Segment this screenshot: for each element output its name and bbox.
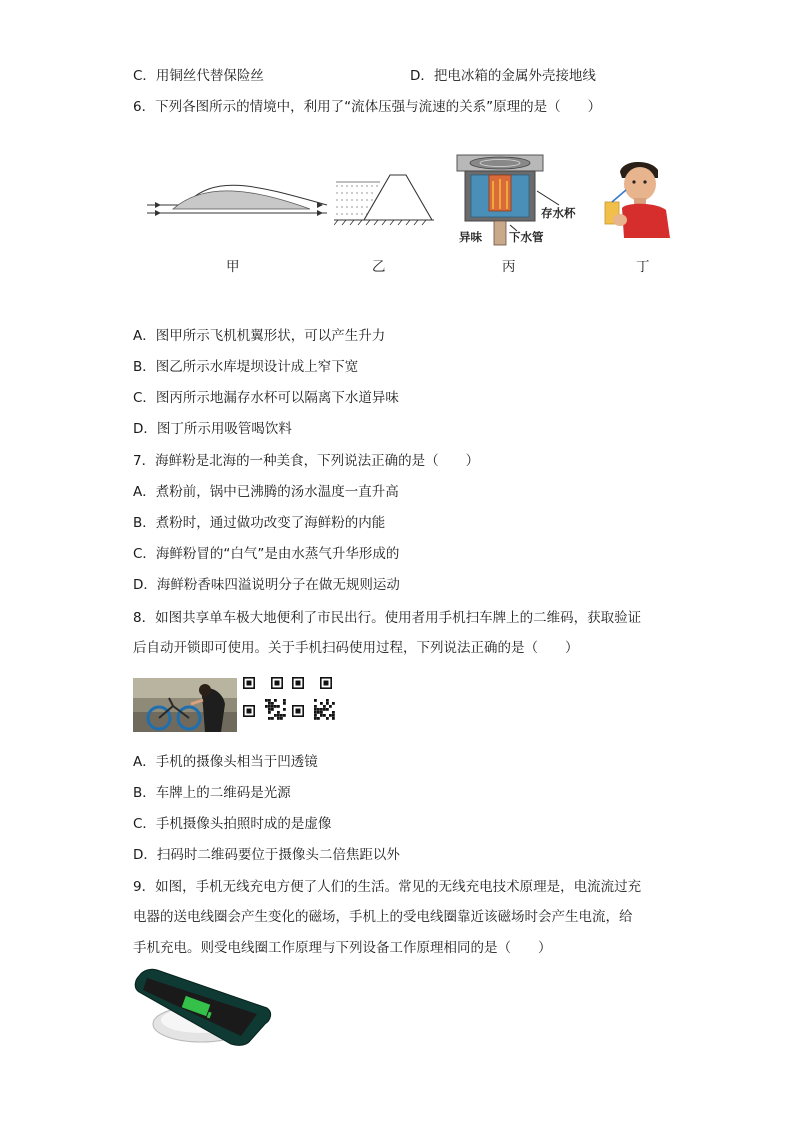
- drain-pipe-label: 下水管: [509, 230, 544, 244]
- floor-drain-figure: [455, 153, 590, 248]
- q6-option-a: A．图甲所示飞机机翼形状，可以产生升力: [133, 328, 386, 344]
- q9-stem-line-3: 手机充电。则受电线圈工作原理与下列设备工作原理相同的是（ ）: [133, 940, 552, 956]
- q8-option-a: A．手机的摄像头相当于凹透镜: [133, 754, 318, 770]
- shared-bike-photo: [133, 678, 237, 732]
- q7-option-c: C．海鲜粉冒的“白气”是由水蒸气升华形成的: [133, 546, 400, 562]
- caption-ding: 丁: [636, 259, 650, 275]
- drain-odor-label: 异味: [459, 230, 482, 244]
- wing-figure: [145, 175, 330, 225]
- straw-drinking-figure: [600, 158, 672, 240]
- q7-stem: 7．海鲜粉是北海的一种美食，下列说法正确的是（ ）: [133, 453, 480, 469]
- caption-jia: 甲: [226, 259, 240, 275]
- q8-option-c: C．手机摄像头拍照时成的是虚像: [133, 816, 332, 832]
- q7-option-b: B．煮粉时，通过做功改变了海鲜粉的内能: [133, 515, 386, 531]
- q7-option-d: D．海鲜粉香味四溢说明分子在做无规则运动: [133, 577, 400, 593]
- wireless-charger-image: [133, 966, 273, 1048]
- q5-option-c: C．用铜丝代替保险丝: [133, 68, 264, 84]
- q6-option-c: C．图丙所示地漏存水杯可以隔离下水道异味: [133, 390, 399, 406]
- dam-figure: [334, 170, 436, 226]
- q9-stem-line-2: 电器的送电线圈会产生变化的磁场，手机上的受电线圈靠近该磁场时会产生电流，给: [133, 909, 633, 925]
- q6-option-b: B．图乙所示水库堤坝设计成上窄下宽: [133, 359, 359, 375]
- q7-option-a: A．煮粉前，锅中已沸腾的汤水温度一直升高: [133, 484, 399, 500]
- q5-option-d: D．把电冰箱的金属外壳接地线: [410, 68, 596, 84]
- qr-code-image: [242, 676, 336, 734]
- caption-yi: 乙: [372, 259, 386, 275]
- q8-option-b: B．车牌上的二维码是光源: [133, 785, 291, 801]
- q6-option-d: D．图丁所示用吸管喝饮料: [133, 421, 292, 437]
- q8-option-d: D．扫码时二维码要位于摄像头二倍焦距以外: [133, 847, 400, 863]
- caption-bing: 丙: [502, 259, 516, 275]
- q8-stem-line-2: 后自动开锁即可使用。关于手机扫码使用过程，下列说法正确的是（ ）: [133, 640, 579, 656]
- drain-cup-label: 存水杯: [541, 206, 576, 220]
- q9-stem-line-1: 9．如图，手机无线充电方便了人们的生活。常见的无线充电技术原理是，电流流过充: [133, 879, 642, 895]
- q8-stem-line-1: 8．如图共享单车极大地便利了市民出行。使用者用手机扫车牌上的二维码，获取验证: [133, 610, 642, 626]
- q6-stem: 6．下列各图所示的情境中，利用了“流体压强与流速的关系”原理的是（ ）: [133, 99, 602, 115]
